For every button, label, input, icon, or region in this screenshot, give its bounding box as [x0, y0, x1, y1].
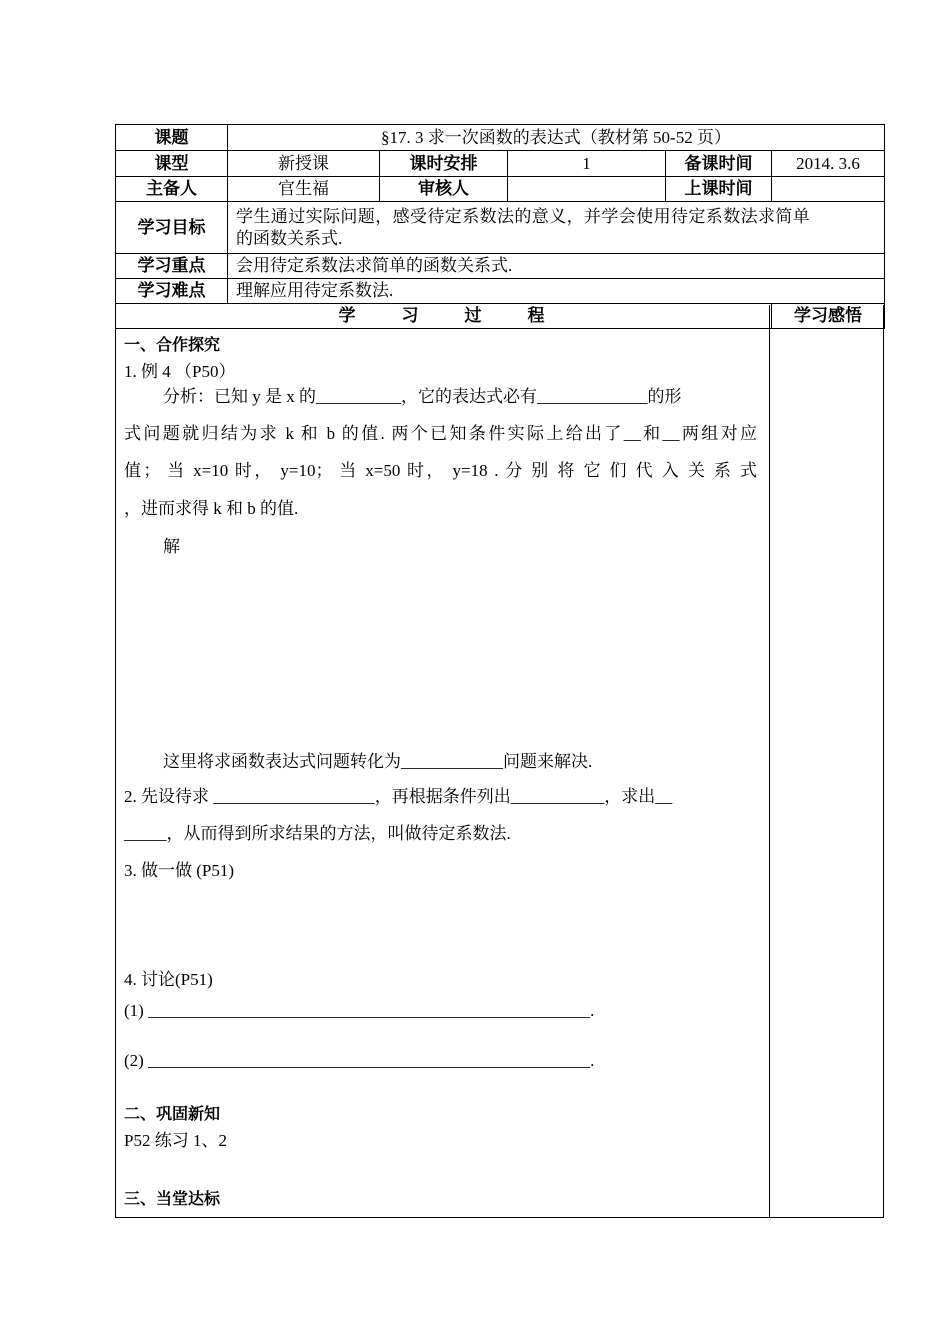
- analysis-line-3-text: 值； 当 x=10 时， y=10； 当 x=50 时， y=18 . 分 别 将 它 们 代 入 关 系 式: [124, 461, 757, 480]
- focus-row: [116, 254, 885, 279]
- reviewer-label: 审核人: [380, 177, 508, 202]
- goal-row: [116, 202, 885, 254]
- notes-heading: 学习感悟: [772, 304, 885, 329]
- type-row: [116, 151, 885, 177]
- prep-time-value: 2014. 3.6: [772, 151, 885, 177]
- example-4-heading: 1. 例 4 （P50）: [124, 362, 236, 381]
- difficulty-label: 学习难点: [116, 279, 228, 304]
- process-heading: 学 习 过 程: [116, 304, 772, 329]
- analysis-line-2: [124, 419, 757, 444]
- goal-label: 学习目标: [116, 202, 228, 254]
- author-row: [116, 177, 885, 202]
- item-2-line-2: _____，从而得到所求结果的方法，叫做待定系数法.: [124, 824, 511, 843]
- class-time-value: [772, 177, 885, 202]
- item-2-line-1: 2. 先设待求 ___________________，再根据条件列出___________，求出__: [124, 787, 673, 806]
- discussion-answer-2: (2) ____________________________________________________.: [124, 1051, 595, 1070]
- difficulty-text: 理解应用待定系数法.: [228, 279, 885, 304]
- section-consolidate: 二、巩固新知: [124, 1104, 221, 1123]
- reviewer-value: [508, 177, 666, 202]
- discussion-answer-1: (1) ____________________________________________________.: [124, 1001, 595, 1020]
- solution-label: 解: [163, 537, 180, 556]
- column-divider: [769, 305, 770, 1217]
- topic-label: 课题: [116, 125, 228, 151]
- practice-reference: P52 练习 1、2: [124, 1131, 227, 1150]
- lesson-type-label: 课型: [116, 151, 228, 177]
- analysis-line-4: ，进而求得 k 和 b 的值.: [124, 499, 299, 518]
- goal-text: [228, 202, 885, 254]
- goal-text-line2: 的函数关系式.: [236, 228, 343, 248]
- item-4-heading: 4. 讨论(P51): [124, 970, 213, 989]
- topic-row: [116, 125, 885, 151]
- topic-value: §17. 3 求一次函数的表达式（教材第 50-52 页）: [228, 125, 885, 151]
- header-table: [115, 124, 885, 329]
- conversion-sentence: 这里将求函数表达式问题转化为____________问题来解决.: [163, 752, 593, 771]
- item-3-heading: 3. 做一做 (P51): [124, 861, 235, 880]
- class-time-label: 上课时间: [666, 177, 772, 202]
- author-label: 主备人: [116, 177, 228, 202]
- focus-text: 会用待定系数法求简单的函数关系式.: [228, 254, 885, 279]
- process-body: [115, 305, 884, 1218]
- difficulty-row: [116, 279, 885, 304]
- analysis-line-2-text: 式问题就归结为求 k 和 b 的值. 两个已知条件实际上给出了__和__两组对应: [124, 424, 757, 443]
- hours-value: 1: [508, 151, 666, 177]
- author-value: 官生福: [228, 177, 380, 202]
- section-in-class-assessment: 三、当堂达标: [124, 1189, 221, 1208]
- lesson-type-value: 新授课: [228, 151, 380, 177]
- prep-time-label: 备课时间: [666, 151, 772, 177]
- goal-text-line1: 学生通过实际问题，感受待定系数法的意义，并学会使用待定系数法求简单: [236, 206, 811, 226]
- analysis-line-1: 分析：已知 y 是 x 的__________，它的表达式必有_____________的形: [163, 387, 682, 406]
- focus-label: 学习重点: [116, 254, 228, 279]
- hours-label: 课时安排: [380, 151, 508, 177]
- section-cooperative-explore: 一、合作探究: [124, 335, 221, 354]
- analysis-line-3: [124, 456, 757, 481]
